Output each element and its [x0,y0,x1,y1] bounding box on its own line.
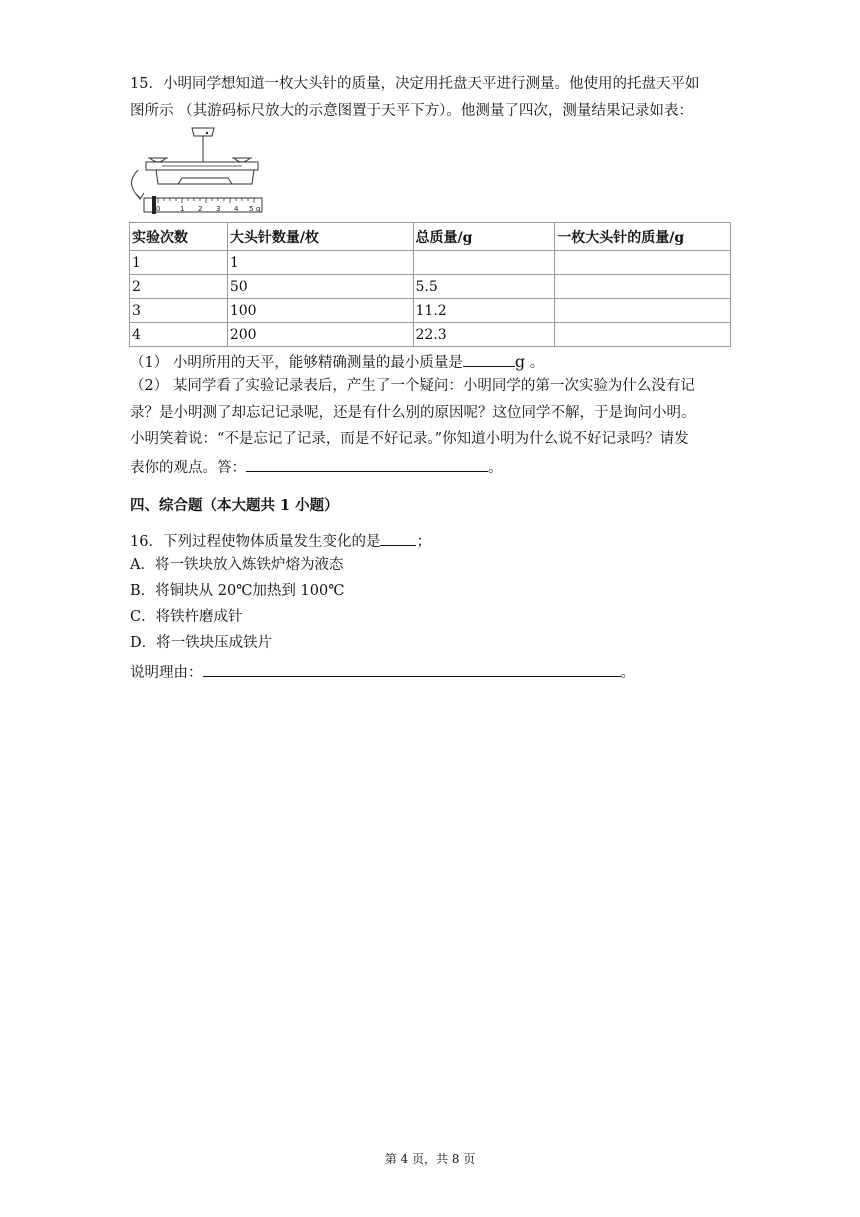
answer-blank[interactable] [246,455,488,472]
scale-num-3: 3 [216,205,221,213]
table-header-row [130,223,731,251]
table-header-cell: 实验次数 [130,223,228,251]
q16-reason-end: 。 [620,665,635,681]
table-row [130,323,731,347]
table-cell: 11.2 [413,299,555,323]
page-footer: 第 4 页，共 8 页 [384,1152,476,1166]
q16-reason-label: 说明理由： [130,665,203,681]
scale-num-5: 5 [249,205,254,213]
q15-sub2-answer-label: 表你的观点。答： [130,460,246,476]
q15-sub1-unit: g [514,352,526,371]
table-cell: 5.5 [413,275,555,299]
scale-num-1: 1 [180,205,185,213]
table-cell: 4 [130,323,228,347]
table-cell: 2 [130,275,228,299]
q15-sub2-line-1: （2） 某同学看了实验记录表后，产生了一个疑问：小明同学的第一次实验为什么没有记 [130,378,695,394]
q15-sub1-end: 。 [525,355,545,371]
table-row [130,299,731,323]
table-cell: 50 [227,275,413,299]
scale-num-0: 0 [156,205,161,213]
q15-sub2-line-3: 小明笑着说：“不是忘记了记录，而是不好记录。”你知道小明为什么说不好记录吗？请发 [130,431,689,447]
table-cell: 22.3 [413,323,555,347]
table-cell [555,323,731,347]
table-header-cell: 总质量/g [413,223,555,251]
q16-option-a: A．将一铁块放入炼铁炉熔为液态 [130,557,344,573]
arrow-icon [131,170,140,198]
scale-num-4: 4 [234,205,239,213]
balance-figure [122,122,272,218]
table-cell [555,275,731,299]
table-cell: 1 [227,251,413,275]
q16-option-c: C．将铁杵磨成针 [130,609,243,625]
table-cell: 1 [130,251,228,275]
q16-option-d: D．将一铁块压成铁片 [130,635,273,651]
q15-sub2-line-4 [130,455,503,478]
balance-base [156,170,254,184]
table-row [130,275,731,299]
scale-unit: g [256,205,261,213]
table-row [130,251,731,275]
balance-dial [192,128,214,136]
answer-blank[interactable] [463,350,515,367]
rider-scale [144,198,262,212]
q16-option-b: B．将铜块从 20℃加热到 100℃ [130,583,345,599]
answer-blank[interactable] [380,529,416,546]
section-heading: 四、综合题（本大题共 1 小题） [130,497,339,514]
table-cell [413,251,555,275]
q15-sub1 [130,350,544,373]
q15-sub1-text: （1） 小明所用的天平，能够精确测量的最小质量是 [130,355,463,371]
q15-line-1: 15．小明同学想知道一枚大头针的质量，决定用托盘天平进行测量。他使用的托盘天平如 [130,76,700,92]
table-cell [555,299,731,323]
table-cell: 3 [130,299,228,323]
table-cell [555,251,731,275]
right-pan [232,158,252,162]
q16-stem-end: ； [416,534,431,550]
table-header-cell: 大头针数量/枚 [227,223,413,251]
table-header-cell: 一枚大头针的质量/g [555,223,731,251]
record-table [129,222,731,347]
q16-stem-text: 16．下列过程使物体质量发生变化的是 [130,534,381,550]
q15-sub2-end: 。 [488,460,503,476]
q16-stem [130,529,431,552]
scale-num-2: 2 [198,205,203,213]
q15-line-2: 图所示 （其游码标尺放大的示意图置于天平下方）。他测量了四次，测量结果记录如表： [130,103,693,119]
q15-sub2-line-2: 录？是小明测了却忘记记录呢，还是有什么别的原因呢？这位同学不解，于是询问小明。 [130,405,696,421]
table-cell: 200 [227,323,413,347]
answer-blank[interactable] [203,660,621,677]
table-cell: 100 [227,299,413,323]
q16-reason [130,660,635,683]
left-pan [148,158,168,162]
